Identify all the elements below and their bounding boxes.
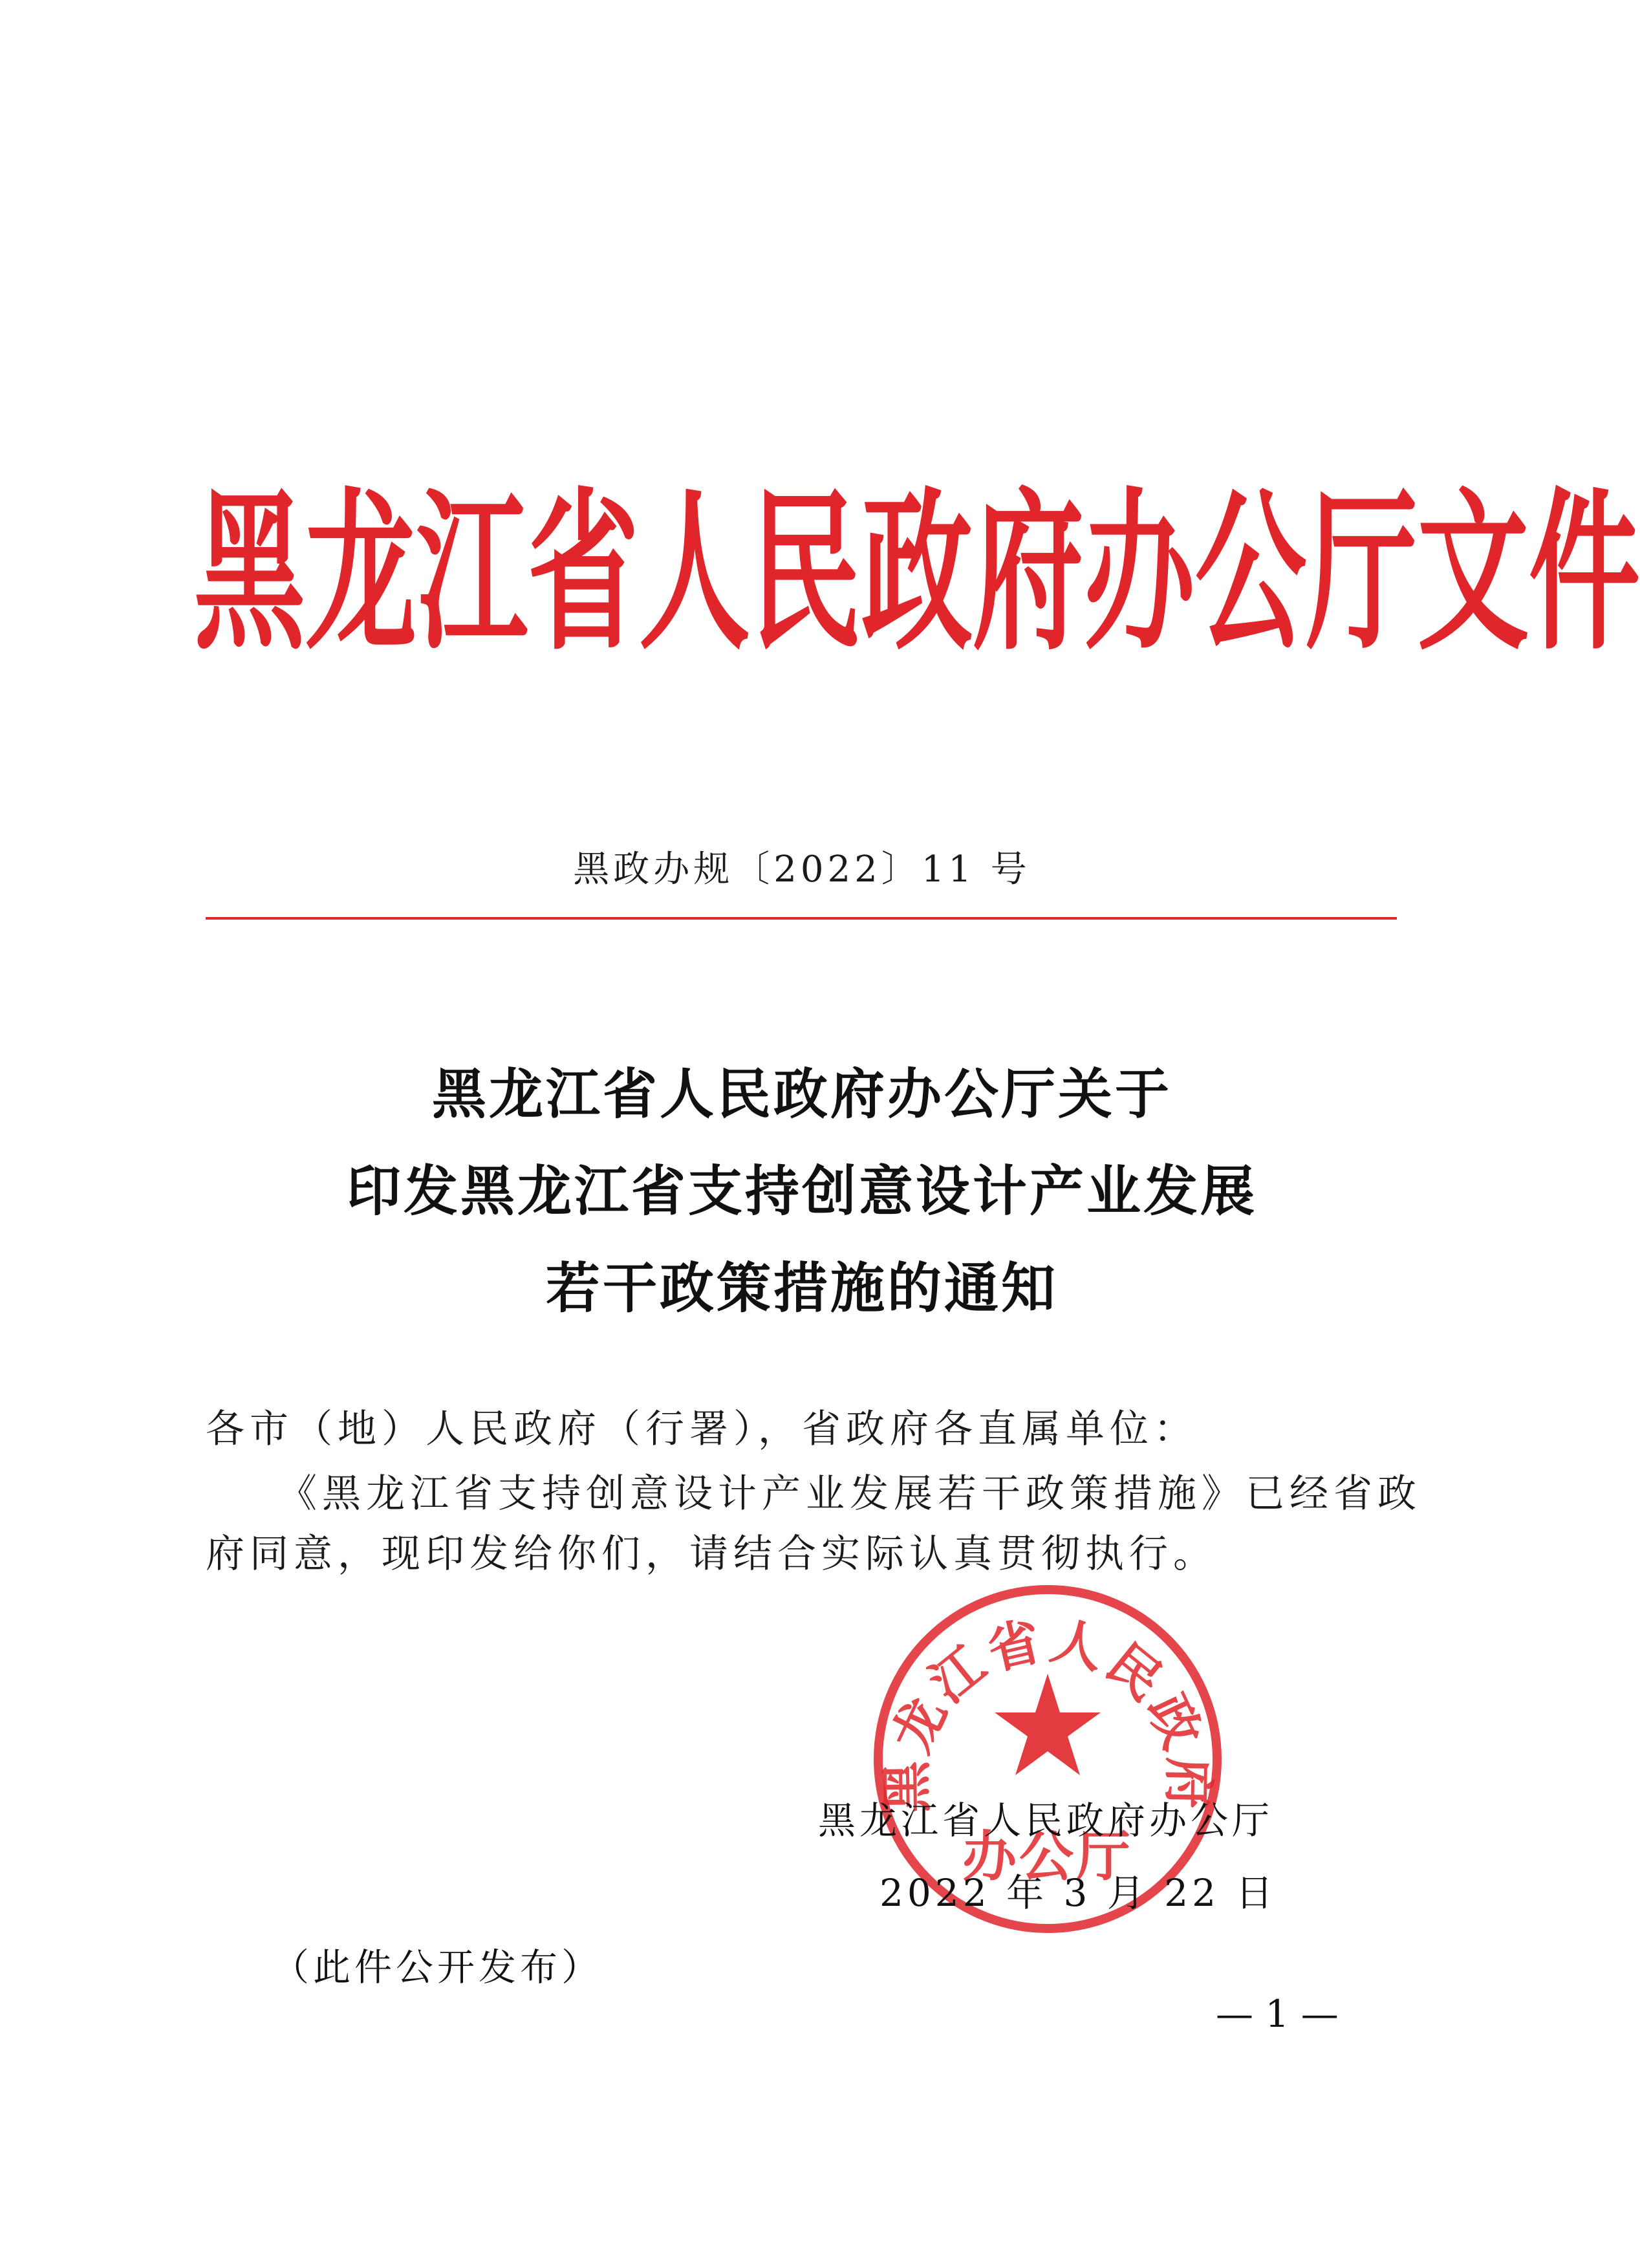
seal-arc-text: 黑龙江省人民政府 [876,1609,1220,1813]
masthead-char: 文 [1418,470,1529,674]
masthead-char: 厅 [1306,470,1418,674]
masthead-char: 江 [416,470,528,674]
issue-date: 2022 年 3 月 22 日 [879,1871,1277,1915]
issuing-organization: 黑龙江省人民政府办公厅 [818,1798,1274,1842]
seal-bottom-text: 办公厅 [962,1824,1134,1888]
masthead-char: 省 [528,470,639,674]
body-paragraph-line-1: 《黑龙江省支持创意设计产业发展若干政策措施》已经省政 [278,1471,1421,1517]
masthead-char: 黑 [194,470,305,674]
masthead-char: 人 [639,470,750,674]
masthead-char: 府 [973,470,1084,674]
masthead-char: 公 [1195,470,1306,674]
document-number: 黑政办规〔2022〕11 号 [573,848,1031,891]
addressee-line: 各市（地）人民政府（行署），省政府各直属单位： [206,1407,1198,1452]
red-separator-line [206,917,1397,920]
masthead-char: 办 [1084,470,1195,674]
body-paragraph-line-2: 府同意，现印发给你们，请结合实际认真贯彻执行。 [206,1531,1217,1577]
masthead-char: 民 [750,470,861,674]
star-icon [995,1674,1101,1775]
masthead-char: 龙 [305,470,416,674]
document-masthead [194,470,1640,674]
masthead-char: 件 [1529,470,1640,674]
title-line-3: 若干政策措施的通知 [545,1256,1058,1320]
publish-note: （此件公开发布） [272,1945,603,1989]
title-line-2: 印发黑龙江省支持创意设计产业发展 [346,1159,1257,1223]
masthead-char: 政 [861,470,973,674]
page-number: — 1 — [1216,1992,1339,2036]
title-line-1: 黑龙江省人民政府办公厅关于 [431,1062,1172,1126]
